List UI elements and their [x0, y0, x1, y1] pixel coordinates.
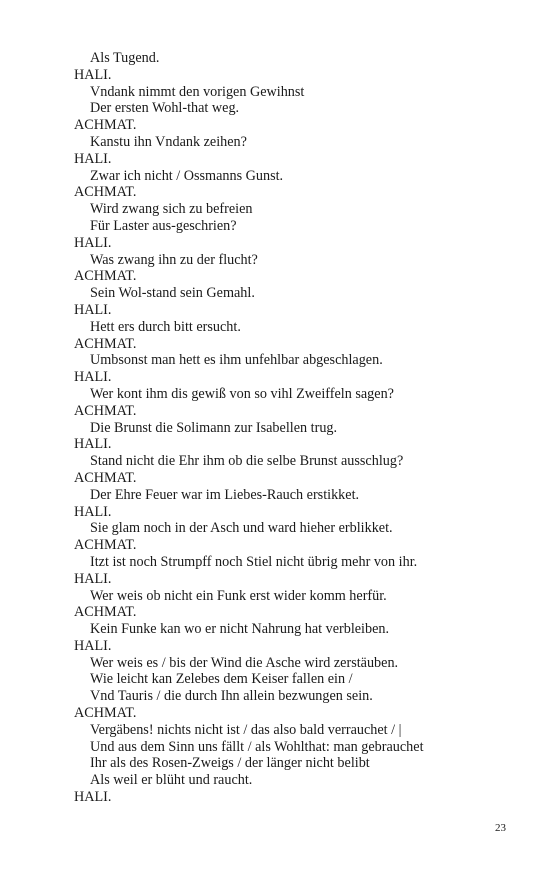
speaker-name: HALI.: [74, 234, 112, 251]
verse-line: Der ersten Wohl-that weg.: [90, 100, 240, 117]
verse-line: Wer kont ihm dis gewiß von so vihl Zweiffeln sagen?: [90, 385, 394, 402]
verse-line: Zwar ich nicht / Ossmanns Gunst.: [90, 167, 284, 184]
verse-line: Stand nicht die Ehr ihm ob die selbe Brunst ausschlug?: [90, 453, 404, 470]
verse-line: Als Tugend.: [90, 50, 160, 66]
verse-line: Vnd Tauris / die durch Ihn allein bezwungen sein.: [90, 688, 373, 705]
speaker-name: ACHMAT.: [74, 335, 137, 352]
speaker-name: ACHMAT.: [74, 117, 137, 134]
speaker-name: HALI.: [74, 66, 112, 83]
verse-line: Kanstu ihn Vndank zeihen?: [90, 133, 247, 150]
verse-line: Sein Wol-stand sein Gemahl.: [90, 285, 255, 302]
play-text: [74, 50, 534, 806]
speaker-name: ACHMAT.: [74, 402, 137, 419]
verse-line: Was zwang ihn zu der flucht?: [90, 251, 258, 268]
verse-line: Hett ers durch bitt ersucht.: [90, 318, 241, 335]
verse-line: Die Brunst die Solimann zur Isabellen trug.: [90, 419, 338, 436]
speaker-name: HALI.: [74, 637, 112, 654]
verse-line: Wie leicht kan Zelebes dem Keiser fallen ein /: [90, 671, 353, 688]
verse-line: Wer weis es / bis der Wind die Asche wird zerstäuben.: [90, 654, 399, 671]
verse-line: Der Ehre Feuer war im Liebes-Rauch erstikket.: [90, 486, 360, 503]
verse-line: Wird zwang sich zu befreien: [90, 201, 253, 218]
verse-line: Für Laster aus-geschrien?: [90, 217, 237, 234]
verse-line: Umbsonst man hett es ihm unfehlbar abgeschlagen.: [90, 352, 383, 369]
verse-line: Wer weis ob nicht ein Funk erst wider komm herfür.: [90, 587, 387, 604]
verse-line: Itzt ist noch Strumpff noch Stiel nicht übrig mehr von ihr.: [90, 553, 418, 570]
speaker-name: HALI.: [74, 369, 112, 386]
verse-line: Vergäbens! nichts nicht ist / das also bald verrauchet / |: [90, 721, 402, 738]
speaker-name: HALI.: [74, 150, 112, 167]
verse-line: Als weil er blüht und raucht.: [90, 772, 253, 789]
speaker-name: ACHMAT.: [74, 537, 137, 554]
verse-line: Vndank nimmt den vorigen Gewihnst: [90, 83, 305, 100]
page-number: 23: [495, 822, 506, 834]
speaker-name: ACHMAT.: [74, 469, 137, 486]
speaker-name: ACHMAT.: [74, 268, 137, 285]
verse-line: Und aus dem Sinn uns fällt / als Wohlthat: man gebrauchet: [90, 738, 424, 755]
speaker-name: HALI.: [74, 301, 112, 318]
speaker-name: HALI.: [74, 570, 112, 587]
speaker-name: ACHMAT.: [74, 184, 137, 201]
speaker-name: HALI.: [74, 436, 112, 453]
speaker-name: ACHMAT.: [74, 604, 137, 621]
verse-line: Kein Funke kan wo er nicht Nahrung hat verbleiben.: [90, 621, 390, 638]
verse-line: Sie glam noch in der Asch und ward hieher erblikket.: [90, 520, 393, 537]
speaker-name: HALI.: [74, 789, 112, 806]
speaker-name: HALI.: [74, 503, 112, 520]
speaker-name: ACHMAT.: [74, 705, 137, 722]
verse-line: Ihr als des Rosen-Zweigs / der länger nicht belibt: [90, 755, 370, 772]
